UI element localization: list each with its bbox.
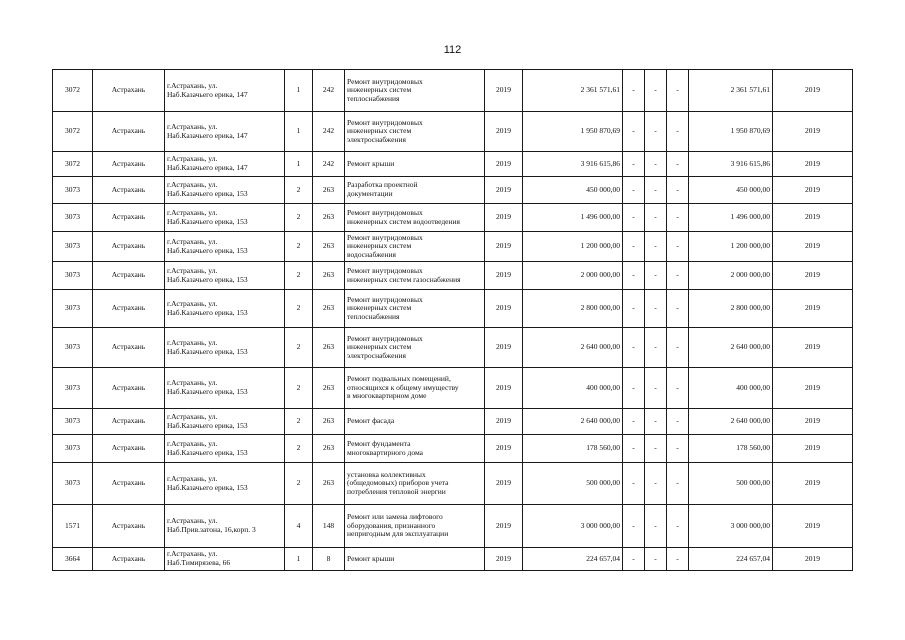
cell-city: Астрахань (93, 204, 165, 232)
cell-amount: 1 496 000,00 (689, 204, 773, 232)
cell-amount: 1 200 000,00 (689, 232, 773, 262)
cell-amount: 178 560,00 (689, 435, 773, 463)
cell-work-type: Ремонт крыши (345, 152, 485, 177)
cell-total-cost: 500 000,00 (523, 463, 623, 505)
cell-number-1: 2 (285, 328, 313, 368)
cell-address: г.Астрахань, ул. Наб.Казачьего ерика, 153 (165, 368, 285, 409)
cell-amount: 500 000,00 (689, 463, 773, 505)
cell-number-2: 263 (313, 435, 345, 463)
cell-amount: 2 640 000,00 (689, 409, 773, 435)
cell-dash-1: - (623, 152, 645, 177)
page-number: 112 (443, 44, 462, 56)
cell-amount: 1 950 870,69 (689, 112, 773, 152)
cell-work-type: Ремонт внутридомовых инженерных систем водоотведения (345, 204, 485, 232)
cell-dash-2: - (645, 70, 667, 112)
cell-city: Астрахань (93, 70, 165, 112)
cell-number-1: 2 (285, 262, 313, 290)
table-row (53, 70, 853, 112)
table-row (53, 204, 853, 232)
cell-work-type: Ремонт или замена лифтового оборудования, признанного непригодным для эксплуатации (345, 505, 485, 548)
cell-number-1: 2 (285, 204, 313, 232)
cell-dash-3: - (667, 204, 689, 232)
cell-number-1: 2 (285, 232, 313, 262)
cell-address: г.Астрахань, ул. Наб.Казачьего ерика, 153 (165, 177, 285, 204)
cell-end-year: 2019 (773, 368, 853, 409)
cell-work-type: Разработка проектной документации (345, 177, 485, 204)
cell-address: г.Астрахань, ул. Наб.Казачьего ерика, 153 (165, 328, 285, 368)
cell-end-year: 2019 (773, 232, 853, 262)
cell-year: 2019 (485, 70, 523, 112)
cell-number-1: 2 (285, 368, 313, 409)
cell-id: 3073 (53, 409, 93, 435)
cell-address: г.Астрахань, ул. Наб.Казачьего ерика, 147 (165, 70, 285, 112)
table-row (53, 435, 853, 463)
table-row (53, 368, 853, 409)
cell-work-type: Ремонт внутридомовых инженерных систем электроснабжения (345, 328, 485, 368)
cell-dash-1: - (623, 204, 645, 232)
cell-dash-1: - (623, 328, 645, 368)
cell-year: 2019 (485, 463, 523, 505)
cell-work-type: Ремонт подвальных помещений, относящихся к общему имуществу в многоквартирном доме (345, 368, 485, 409)
cell-dash-2: - (645, 435, 667, 463)
cell-city: Астрахань (93, 262, 165, 290)
cell-dash-2: - (645, 204, 667, 232)
cell-dash-1: - (623, 290, 645, 328)
cell-dash-3: - (667, 290, 689, 328)
cell-total-cost: 3 000 000,00 (523, 505, 623, 548)
cell-id: 3073 (53, 328, 93, 368)
cell-dash-3: - (667, 232, 689, 262)
cell-dash-1: - (623, 409, 645, 435)
cell-end-year: 2019 (773, 328, 853, 368)
cell-dash-3: - (667, 435, 689, 463)
cell-id: 3664 (53, 548, 93, 571)
cell-dash-2: - (645, 232, 667, 262)
cell-work-type: Ремонт фасада (345, 409, 485, 435)
cell-number-1: 2 (285, 435, 313, 463)
cell-number-2: 263 (313, 368, 345, 409)
cell-total-cost: 178 560,00 (523, 435, 623, 463)
cell-city: Астрахань (93, 177, 165, 204)
cell-dash-3: - (667, 463, 689, 505)
cell-number-1: 2 (285, 177, 313, 204)
cell-year: 2019 (485, 204, 523, 232)
cell-number-2: 263 (313, 232, 345, 262)
cell-number-2: 263 (313, 409, 345, 435)
cell-amount: 450 000,00 (689, 177, 773, 204)
cell-year: 2019 (485, 152, 523, 177)
cell-address: г.Астрахань, ул. Наб.Казачьего ерика, 153 (165, 409, 285, 435)
cell-city: Астрахань (93, 290, 165, 328)
cell-work-type: Ремонт внутридомовых инженерных систем теплоснабжения (345, 290, 485, 328)
cell-end-year: 2019 (773, 152, 853, 177)
cell-number-2: 263 (313, 290, 345, 328)
table-row (53, 409, 853, 435)
cell-city: Астрахань (93, 463, 165, 505)
cell-city: Астрахань (93, 435, 165, 463)
cell-city: Астрахань (93, 152, 165, 177)
cell-year: 2019 (485, 232, 523, 262)
cell-dash-1: - (623, 548, 645, 571)
cell-id: 3072 (53, 70, 93, 112)
cell-address: г.Астрахань, ул. Наб.Казачьего ерика, 153 (165, 204, 285, 232)
cell-amount: 224 657,04 (689, 548, 773, 571)
table-row (53, 290, 853, 328)
cell-city: Астрахань (93, 112, 165, 152)
cell-total-cost: 450 000,00 (523, 177, 623, 204)
cell-dash-2: - (645, 463, 667, 505)
cell-number-2: 263 (313, 463, 345, 505)
cell-dash-2: - (645, 548, 667, 571)
cell-end-year: 2019 (773, 70, 853, 112)
cell-year: 2019 (485, 409, 523, 435)
cell-number-1: 1 (285, 112, 313, 152)
cell-work-type: Ремонт крыши (345, 548, 485, 571)
cell-number-2: 242 (313, 70, 345, 112)
cell-number-2: 263 (313, 328, 345, 368)
cell-id: 3073 (53, 435, 93, 463)
cell-end-year: 2019 (773, 177, 853, 204)
cell-number-2: 263 (313, 204, 345, 232)
cell-city: Астрахань (93, 548, 165, 571)
cell-year: 2019 (485, 112, 523, 152)
cell-number-2: 242 (313, 112, 345, 152)
cell-amount: 3 000 000,00 (689, 505, 773, 548)
cell-address: г.Астрахань, ул. Наб.Казачьего ерика, 153 (165, 435, 285, 463)
cell-dash-2: - (645, 177, 667, 204)
cell-city: Астрахань (93, 328, 165, 368)
cell-dash-3: - (667, 262, 689, 290)
cell-city: Астрахань (93, 232, 165, 262)
cell-number-1: 1 (285, 152, 313, 177)
table-row (53, 505, 853, 548)
cell-dash-2: - (645, 328, 667, 368)
table-row (53, 328, 853, 368)
cell-end-year: 2019 (773, 505, 853, 548)
cell-dash-2: - (645, 152, 667, 177)
cell-address: г.Астрахань, ул. Наб.Казачьего ерика, 153 (165, 290, 285, 328)
cell-total-cost: 224 657,04 (523, 548, 623, 571)
cell-dash-1: - (623, 112, 645, 152)
cell-address: г.Астрахань, ул. Наб.Казачьего ерика, 147 (165, 152, 285, 177)
cell-id: 3073 (53, 463, 93, 505)
cell-dash-3: - (667, 112, 689, 152)
cell-total-cost: 2 800 000,00 (523, 290, 623, 328)
cell-end-year: 2019 (773, 435, 853, 463)
table-row (53, 152, 853, 177)
cell-work-type: Ремонт внутридомовых инженерных систем теплоснабжения (345, 70, 485, 112)
cell-end-year: 2019 (773, 290, 853, 328)
cell-number-2: 8 (313, 548, 345, 571)
cell-year: 2019 (485, 368, 523, 409)
cell-number-2: 148 (313, 505, 345, 548)
cell-dash-2: - (645, 409, 667, 435)
cell-total-cost: 1 200 000,00 (523, 232, 623, 262)
cell-id: 3073 (53, 290, 93, 328)
cell-address: г.Астрахань, ул. Наб.Тимирязева, 66 (165, 548, 285, 571)
cell-year: 2019 (485, 290, 523, 328)
cell-year: 2019 (485, 435, 523, 463)
cell-address: г.Астрахань, ул. Наб.Прив.затона, 16,корп. 3 (165, 505, 285, 548)
cell-dash-1: - (623, 232, 645, 262)
cell-address: г.Астрахань, ул. Наб.Казачьего ерика, 153 (165, 463, 285, 505)
cell-amount: 2 640 000,00 (689, 328, 773, 368)
cell-amount: 2 800 000,00 (689, 290, 773, 328)
cell-dash-3: - (667, 328, 689, 368)
cell-number-1: 2 (285, 409, 313, 435)
cell-id: 1571 (53, 505, 93, 548)
cell-id: 3073 (53, 232, 93, 262)
cell-end-year: 2019 (773, 112, 853, 152)
cell-dash-2: - (645, 262, 667, 290)
cell-city: Астрахань (93, 409, 165, 435)
cell-total-cost: 1 496 000,00 (523, 204, 623, 232)
cell-dash-2: - (645, 112, 667, 152)
cell-year: 2019 (485, 262, 523, 290)
cell-end-year: 2019 (773, 204, 853, 232)
cell-number-2: 242 (313, 152, 345, 177)
cell-amount: 400 000,00 (689, 368, 773, 409)
cell-year: 2019 (485, 177, 523, 204)
cell-amount: 2 361 571,61 (689, 70, 773, 112)
cell-dash-1: - (623, 177, 645, 204)
cell-amount: 3 916 615,86 (689, 152, 773, 177)
cell-dash-2: - (645, 290, 667, 328)
cell-amount: 2 000 000,00 (689, 262, 773, 290)
cell-dash-3: - (667, 548, 689, 571)
cell-number-1: 1 (285, 548, 313, 571)
table-row (53, 548, 853, 571)
cell-total-cost: 2 640 000,00 (523, 328, 623, 368)
cell-dash-1: - (623, 435, 645, 463)
cell-year: 2019 (485, 328, 523, 368)
cell-id: 3072 (53, 112, 93, 152)
cell-dash-3: - (667, 409, 689, 435)
cell-total-cost: 2 361 571,61 (523, 70, 623, 112)
cell-end-year: 2019 (773, 409, 853, 435)
cell-dash-3: - (667, 368, 689, 409)
table-row (53, 232, 853, 262)
table-body (53, 70, 853, 571)
cell-id: 3073 (53, 262, 93, 290)
cell-dash-1: - (623, 70, 645, 112)
cell-address: г.Астрахань, ул. Наб.Казачьего ерика, 153 (165, 232, 285, 262)
cell-dash-1: - (623, 368, 645, 409)
cell-number-2: 263 (313, 177, 345, 204)
cell-dash-1: - (623, 262, 645, 290)
cell-work-type: Ремонт внутридомовых инженерных систем водоснабжения (345, 232, 485, 262)
cell-id: 3073 (53, 368, 93, 409)
cell-dash-1: - (623, 463, 645, 505)
cell-city: Астрахань (93, 368, 165, 409)
cell-work-type: Ремонт фундамента многоквартирного дома (345, 435, 485, 463)
table-row (53, 463, 853, 505)
cell-total-cost: 3 916 615,86 (523, 152, 623, 177)
cell-dash-3: - (667, 505, 689, 548)
cell-dash-1: - (623, 505, 645, 548)
cell-total-cost: 2 000 000,00 (523, 262, 623, 290)
cell-address: г.Астрахань, ул. Наб.Казачьего ерика, 153 (165, 262, 285, 290)
repair-register-table (52, 69, 853, 571)
cell-dash-3: - (667, 152, 689, 177)
table-row (53, 177, 853, 204)
table-row (53, 112, 853, 152)
cell-number-1: 1 (285, 70, 313, 112)
cell-end-year: 2019 (773, 262, 853, 290)
cell-year: 2019 (485, 548, 523, 571)
cell-total-cost: 2 640 000,00 (523, 409, 623, 435)
cell-work-type: Ремонт внутридомовых инженерных систем газоснабжения (345, 262, 485, 290)
cell-work-type: Ремонт внутридомовых инженерных систем электроснабжения (345, 112, 485, 152)
cell-id: 3072 (53, 152, 93, 177)
cell-dash-2: - (645, 505, 667, 548)
cell-dash-3: - (667, 70, 689, 112)
cell-number-1: 4 (285, 505, 313, 548)
table-row (53, 262, 853, 290)
cell-dash-2: - (645, 368, 667, 409)
cell-id: 3073 (53, 177, 93, 204)
cell-dash-3: - (667, 177, 689, 204)
cell-city: Астрахань (93, 505, 165, 548)
cell-end-year: 2019 (773, 463, 853, 505)
cell-total-cost: 400 000,00 (523, 368, 623, 409)
cell-number-1: 2 (285, 463, 313, 505)
cell-number-2: 263 (313, 262, 345, 290)
cell-number-1: 2 (285, 290, 313, 328)
cell-total-cost: 1 950 870,69 (523, 112, 623, 152)
cell-end-year: 2019 (773, 548, 853, 571)
cell-address: г.Астрахань, ул. Наб.Казачьего ерика, 147 (165, 112, 285, 152)
cell-year: 2019 (485, 505, 523, 548)
cell-work-type: установка коллективных (общедомовых) приборов учета потребления тепловой энергии (345, 463, 485, 505)
cell-id: 3073 (53, 204, 93, 232)
